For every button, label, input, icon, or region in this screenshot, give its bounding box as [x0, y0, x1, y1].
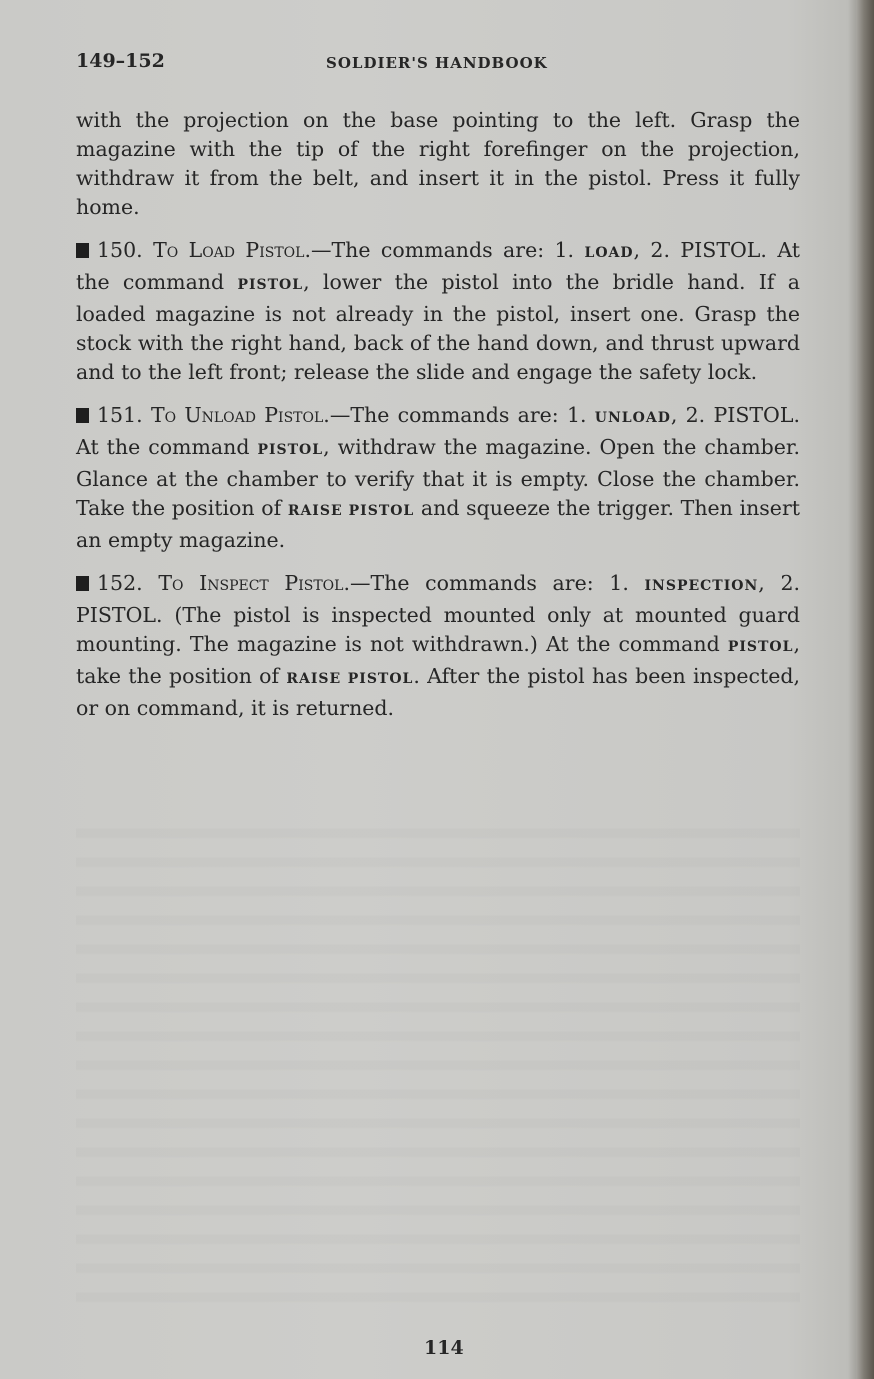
page-number: 114	[424, 1337, 464, 1359]
section-number: 151.	[97, 403, 143, 427]
paragraph-text: . After the pistol has been inspected, or on command, it is returned.	[76, 664, 800, 720]
command-word: PISTOL	[257, 442, 324, 458]
command-word: PISTOL	[237, 277, 304, 293]
paragraph-text: —The commands are: 1.	[310, 238, 585, 262]
paragraph-150	[76, 236, 800, 387]
paragraph-text: , 2. PISTOL. (The pistol is inspected mounted only at mounted guard mounting. The magazine is not withdrawn.) At the command	[76, 571, 800, 656]
paragraph-text: , 2. PISTOL. At the command	[76, 403, 800, 459]
paragraph-text: , withdraw the magazine. Open the chamber. Glance at the chamber to verify that it is empty. Close the chamber. Take the position of	[76, 435, 800, 520]
section-bullet-icon	[76, 408, 89, 423]
section-bullet-icon	[76, 576, 89, 591]
running-header	[76, 50, 800, 78]
paragraph-text: , 2. PISTOL. At the command	[76, 238, 801, 294]
paragraph-149-continued: with the projection on the base pointing to the left. Grasp the magazine with the tip of the right forefinger on the projection, withdraw it from the belt, and insert it in the pistol. Press it fully home.	[76, 108, 800, 219]
section-heading: To Load Pistol.	[153, 238, 311, 262]
section-heading: To Inspect Pistol.	[158, 571, 350, 595]
bleed-through-texture	[76, 810, 800, 1310]
section-number: 150.	[97, 238, 143, 262]
command-word: PISTOL	[727, 639, 794, 655]
command-word: UNLOAD	[594, 410, 671, 426]
paragraph-text: , take the position of	[76, 632, 800, 688]
paragraph-152	[76, 569, 800, 723]
section-heading: To Unload Pistol.	[150, 403, 330, 427]
command-word: RAISE PISTOL	[286, 671, 414, 687]
book-title: SOLDIER'S HANDBOOK	[326, 54, 548, 72]
section-range: 149–152	[76, 50, 165, 72]
page-edge-shadow	[856, 0, 874, 1379]
command-word: RAISE PISTOL	[287, 503, 415, 519]
paragraph-text: —The commands are: 1.	[329, 403, 595, 427]
body-text	[76, 106, 800, 737]
paragraph-text: and squeeze the trigger. Then insert an empty magazine.	[76, 496, 800, 552]
command-word: LOAD	[584, 245, 634, 261]
command-word: INSPECTION	[644, 578, 759, 594]
section-bullet-icon	[76, 243, 89, 258]
section-number: 152.	[97, 571, 143, 595]
paragraph-151	[76, 401, 800, 555]
paragraph-text: —The commands are: 1.	[349, 571, 645, 595]
paragraph-text: , lower the pistol into the bridle hand. If a loaded magazine is not already in the pistol, insert one. Grasp the stock with the right hand, back of the hand down, and thrust upward and to the left front; release the slide and engage the safety lock.	[76, 270, 801, 384]
